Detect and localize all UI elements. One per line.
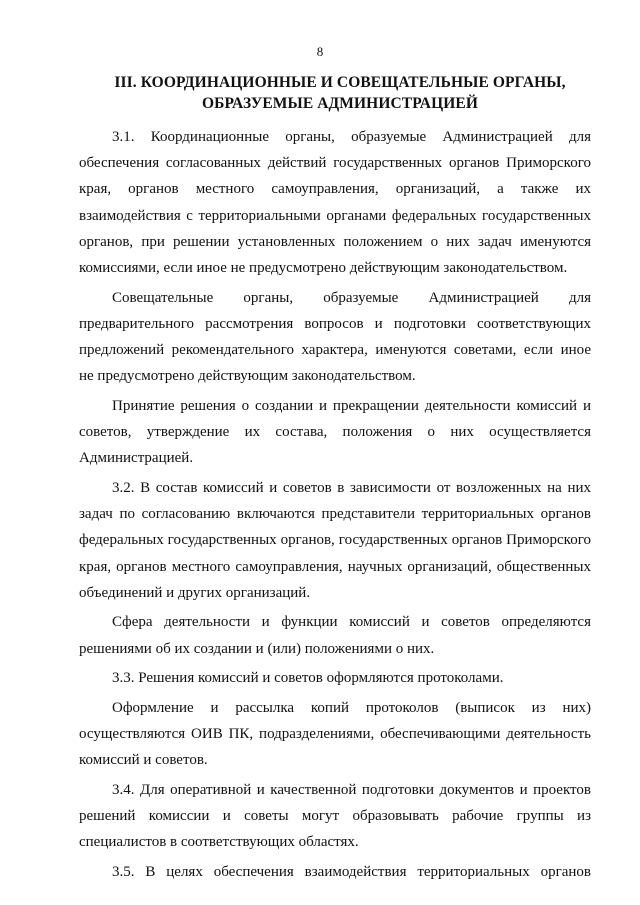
paragraph [79,285,591,390]
paragraph-line: 3.5. В целях обеспечения взаимодействия территориальных органов [112,864,591,881]
paragraph-line: Оформление и рассылка копий протоколов (выписок из них) [112,699,591,716]
page-number: 8 [316,44,324,59]
paragraph [79,695,591,774]
document-body [79,124,591,889]
paragraph-line: обеспечения согласованных действий государственных органов Приморского [79,155,591,172]
paragraph-line: Администрацией. [79,450,194,467]
paragraph-line: Сфера деятельности и функции комиссий и советов определяются [112,614,591,631]
paragraph-line: 3.4. Для оперативной и качественной подготовки документов и проектов [112,782,591,798]
paragraph-line: предварительного рассмотрения вопросов и подготовки соответствующих [79,315,591,332]
paragraph-line: федеральных государственных органов, государственных органов Приморского [79,532,591,549]
paragraph-line: органов, при решении установленных положением о них задач именуются [79,233,591,250]
paragraph-line: советов, утверждение их состава, положения о них осуществляется [79,424,591,441]
paragraph [79,609,591,661]
paragraph [79,859,591,885]
section-title [110,72,570,114]
paragraph-line: решениями об их создании и (или) положениями о них. [79,640,435,657]
paragraph-line: 3.3. Решения комиссий и советов оформляются протоколами. [112,670,504,687]
paragraph-line: решений комиссии и советы могут образовывать рабочие группы из [79,808,591,825]
paragraph-line: Совещательные органы, образуемые Администрацией для [112,289,591,306]
paragraph-line: края, органов местного самоуправления, научных организаций, общественных [79,558,591,575]
paragraph-line: 3.2. В состав комиссий и советов в зависимости от возложенных на них [112,479,591,496]
section-title-line-2: ОБРАЗУЕМЫЕ АДМИНИСТРАЦИЕЙ [201,95,479,112]
paragraph-line: специалистов в соответствующих областях. [79,834,359,851]
paragraph [79,475,591,606]
paragraph-line: объединений и других организаций. [79,584,311,601]
paragraph-line: комиссий и советов. [79,752,208,769]
section-title-line-1: III. КООРДИНАЦИОННЫЕ И СОВЕЩАТЕЛЬНЫЕ ОРГАНЫ, [114,74,566,91]
paragraph [79,777,591,856]
paragraph [79,393,591,472]
paragraph-line: осуществляются ОИВ ПК, подразделениями, обеспечивающими деятельность [79,726,591,743]
paragraph-line: 3.1. Координационные органы, образуемые Администрацией для [112,129,591,145]
paragraph-line: комиссиями, если иное не предусмотрено действующим законодательством. [79,259,568,276]
paragraph-line: не предусмотрено действующим законодательством. [79,368,416,385]
paragraph [79,124,591,281]
paragraph-line: предложений рекомендательного характера, именуются советами, если иное [79,342,591,358]
paragraph-line: задач по согласованию включаются представители территориальных органов [79,506,591,523]
paragraph [79,665,591,691]
paragraph-line: Принятие решения о создании и прекращении деятельности комиссий и [112,397,591,414]
paragraph-line: края, органов местного самоуправления, организаций, а также их [79,181,591,198]
paragraph-line: взаимодействия с территориальными органами федеральных государственных [79,207,591,224]
